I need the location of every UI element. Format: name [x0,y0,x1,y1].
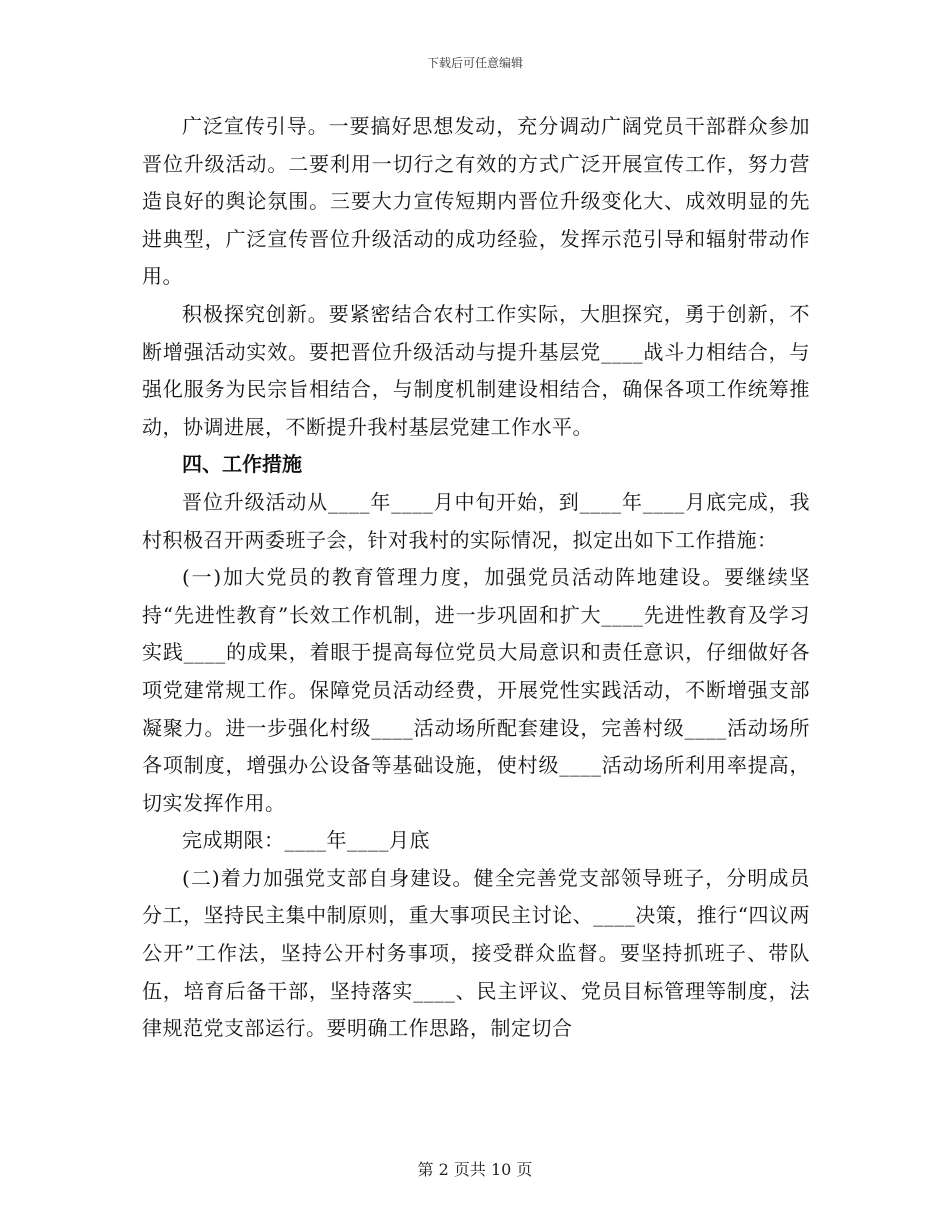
page-number-footer: 第 2 页共 10 页 [417,1160,533,1179]
paragraph-measure-1: (一)加大党员的教育管理力度，加强党员活动阵地建设。要继续坚持“先进性教育”长效工作机制，进一步巩固和扩大____先进性教育及学习实践____的成果，着眼于提高每位党员大局意识和责任意识，仔细做好各项党建常规工作。保障党员活动经费，开展党性实践活动，不断增强支部凝聚力。进一步强化村级____活动场所配套建设，完善村级____活动场所各项制度，增强办公设备等基础设施，使村级____活动场所利用率提高，切实发挥作用。 [142,565,810,815]
paragraph-schedule: 晋位升级活动从____年____月中旬开始，到____年____月底完成，我村积极召开两委班子会，针对我村的实际情况，拟定出如下工作措施： [142,489,810,552]
paragraph-publicity: 广泛宣传引导。一要搞好思想发动，充分调动广阔党员干部群众参加晋位升级活动。二要利用一切行之有效的方式广泛开展宣传工作，努力营造良好的舆论氛围。三要大力宣传短期内晋位升级变化大、成效明显的先进典型，广泛宣传晋位升级活动的成功经验，发挥示范引导和辐射带动作用。 [142,114,810,289]
document-body [142,108,810,1048]
paragraph-innovation: 积极探究创新。要紧密结合农村工作实际，大胆探究，勇于创新，不断增强活动实效。要把晋位升级活动与提升基层党____战斗力相结合，与强化服务为民宗旨相结合，与制度机制建设相结合，确保各项工作统筹推动，协调进展，不断提升我村基层党建工作水平。 [142,301,810,439]
section-heading-work-measures: 四、工作措施 [182,452,302,477]
header-note: 下载后可任意编辑 [426,56,523,70]
paragraph-measure-2: (二)着力加强党支部自身建设。健全完善党支部领导班子，分明成员分工，坚持民主集中制原则，重大事项民主讨论、____决策，推行“四议两公开”工作法，坚持公开村务事项，接受群众监督。要坚持抓班子、带队伍，培育后备干部，坚持落实____、民主评议、党员目标管理等制度，法律规范党支部运行。要明确工作思路，制定切合 [142,865,810,1041]
paragraph-deadline: 完成期限：____年____月底 [182,828,430,853]
